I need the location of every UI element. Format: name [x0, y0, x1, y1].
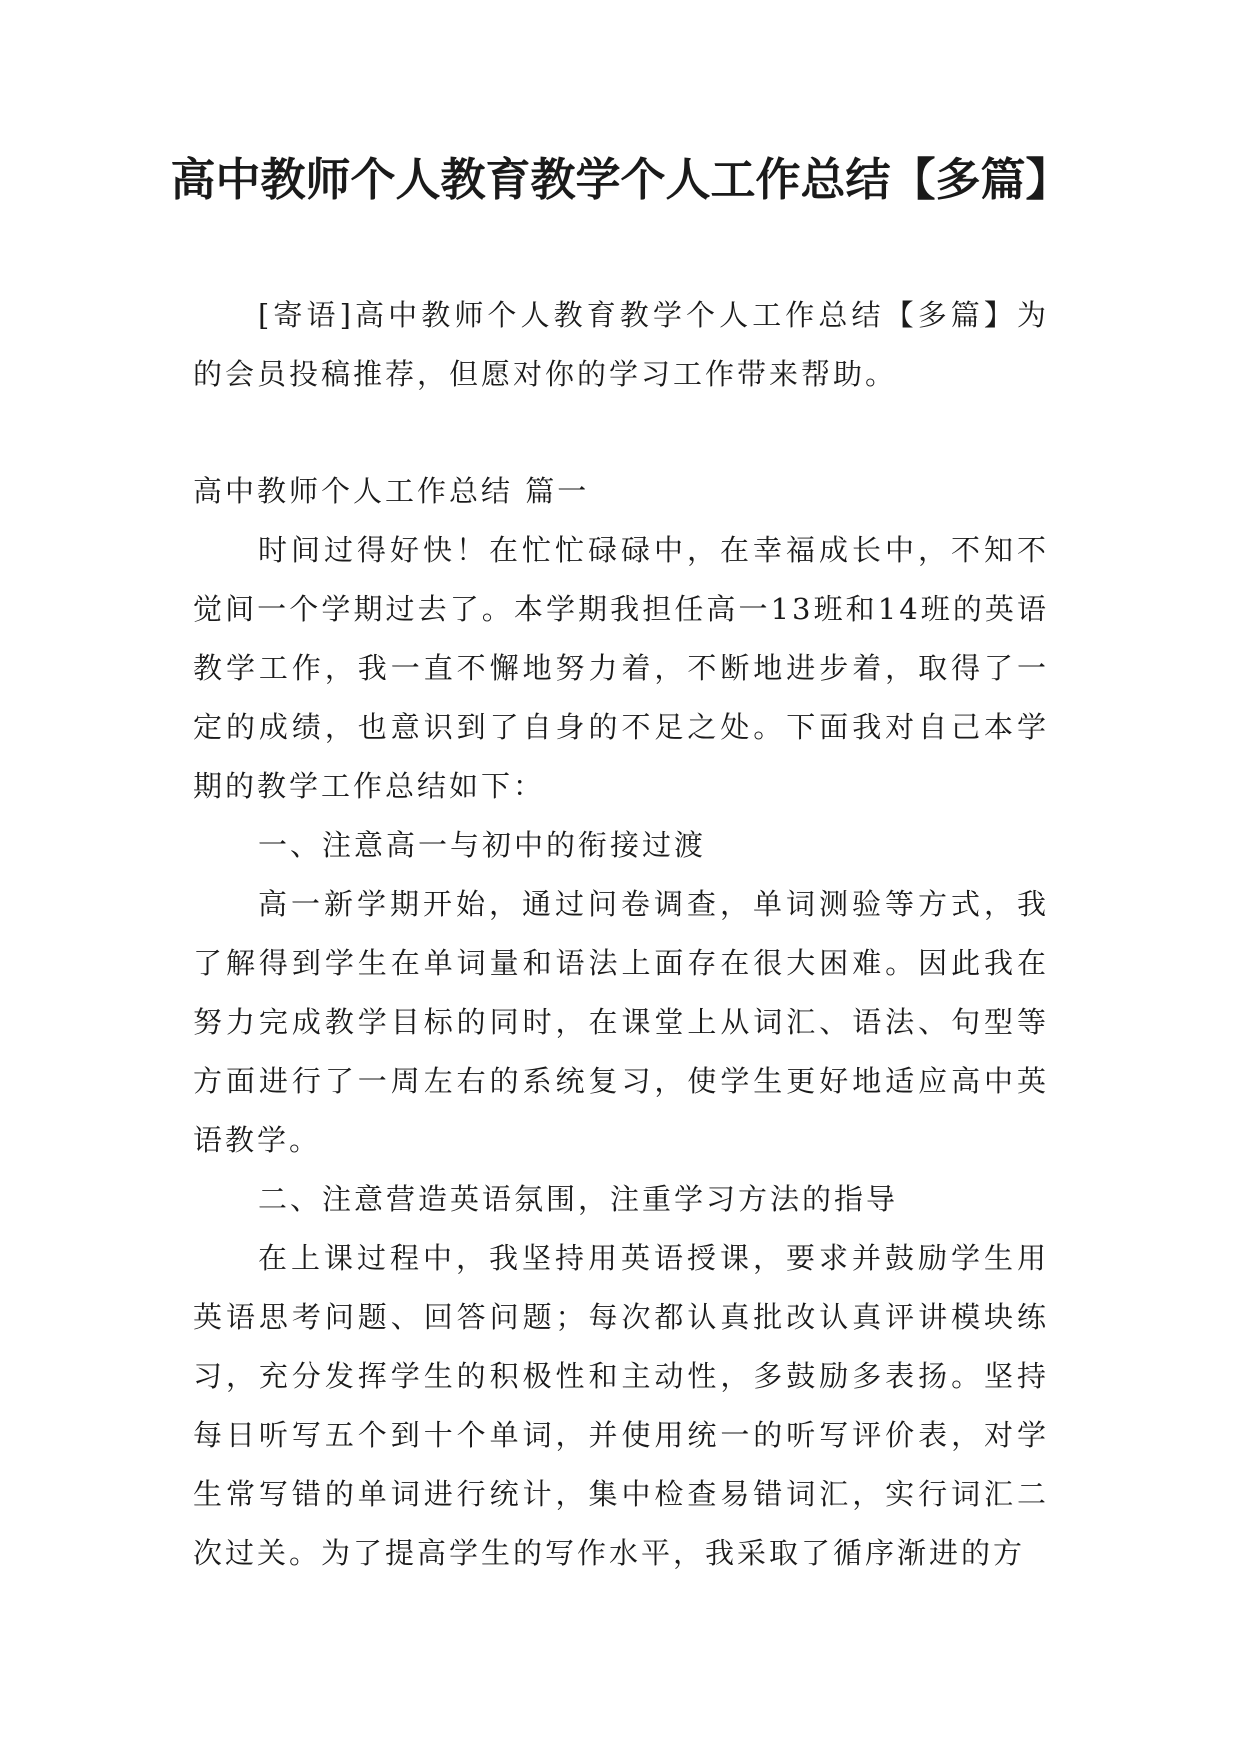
- subheading-paragraph: 一、注意高一与初中的衔接过渡: [258, 828, 707, 862]
- document-body: [193, 286, 1049, 1583]
- section-title: 高中教师个人工作总结 篇一: [193, 474, 590, 508]
- body-paragraph: 在上课过程中，我坚持用英语授课，要求并鼓励学生用英语思考问题、回答问题；每次都认真批改认真评讲模块练习，充分发挥学生的积极性和主动性，多鼓励多表扬。坚持每日听写五个到十个单词，并使用统一的听写评价表，对学生常写错的单词进行统计，集中检查易错词汇，实行词汇二次过关。为了提高学生的写作水平，我采取了循序渐进的方: [193, 1241, 1049, 1570]
- body-paragraph: 时间过得好快！在忙忙碌碌中，在幸福成长中，不知不觉间一个学期过去了。本学期我担任高一13班和14班的英语教学工作，我一直不懈地努力着，不断地进步着，取得了一定的成绩，也意识到了自身的不足之处。下面我对自己本学期的教学工作总结如下：: [193, 533, 1049, 803]
- body-paragraph: 高一新学期开始，通过问卷调查，单词测验等方式，我了解得到学生在单词量和语法上面存在很大困难。因此我在努力完成教学目标的同时，在课堂上从词汇、语法、句型等方面进行了一周左右的系统复习，使学生更好地适应高中英语教学。: [193, 887, 1049, 1157]
- document-title: 高中教师个人教育教学个人工作总结【多篇】: [170, 153, 1071, 206]
- subheading-paragraph: 二、注意营造英语氛围，注重学习方法的指导: [258, 1182, 899, 1216]
- intro-paragraph: [寄语]高中教师个人教育教学个人工作总结【多篇】为的会员投稿推荐，但愿对你的学习工作带来帮助。: [193, 298, 1049, 391]
